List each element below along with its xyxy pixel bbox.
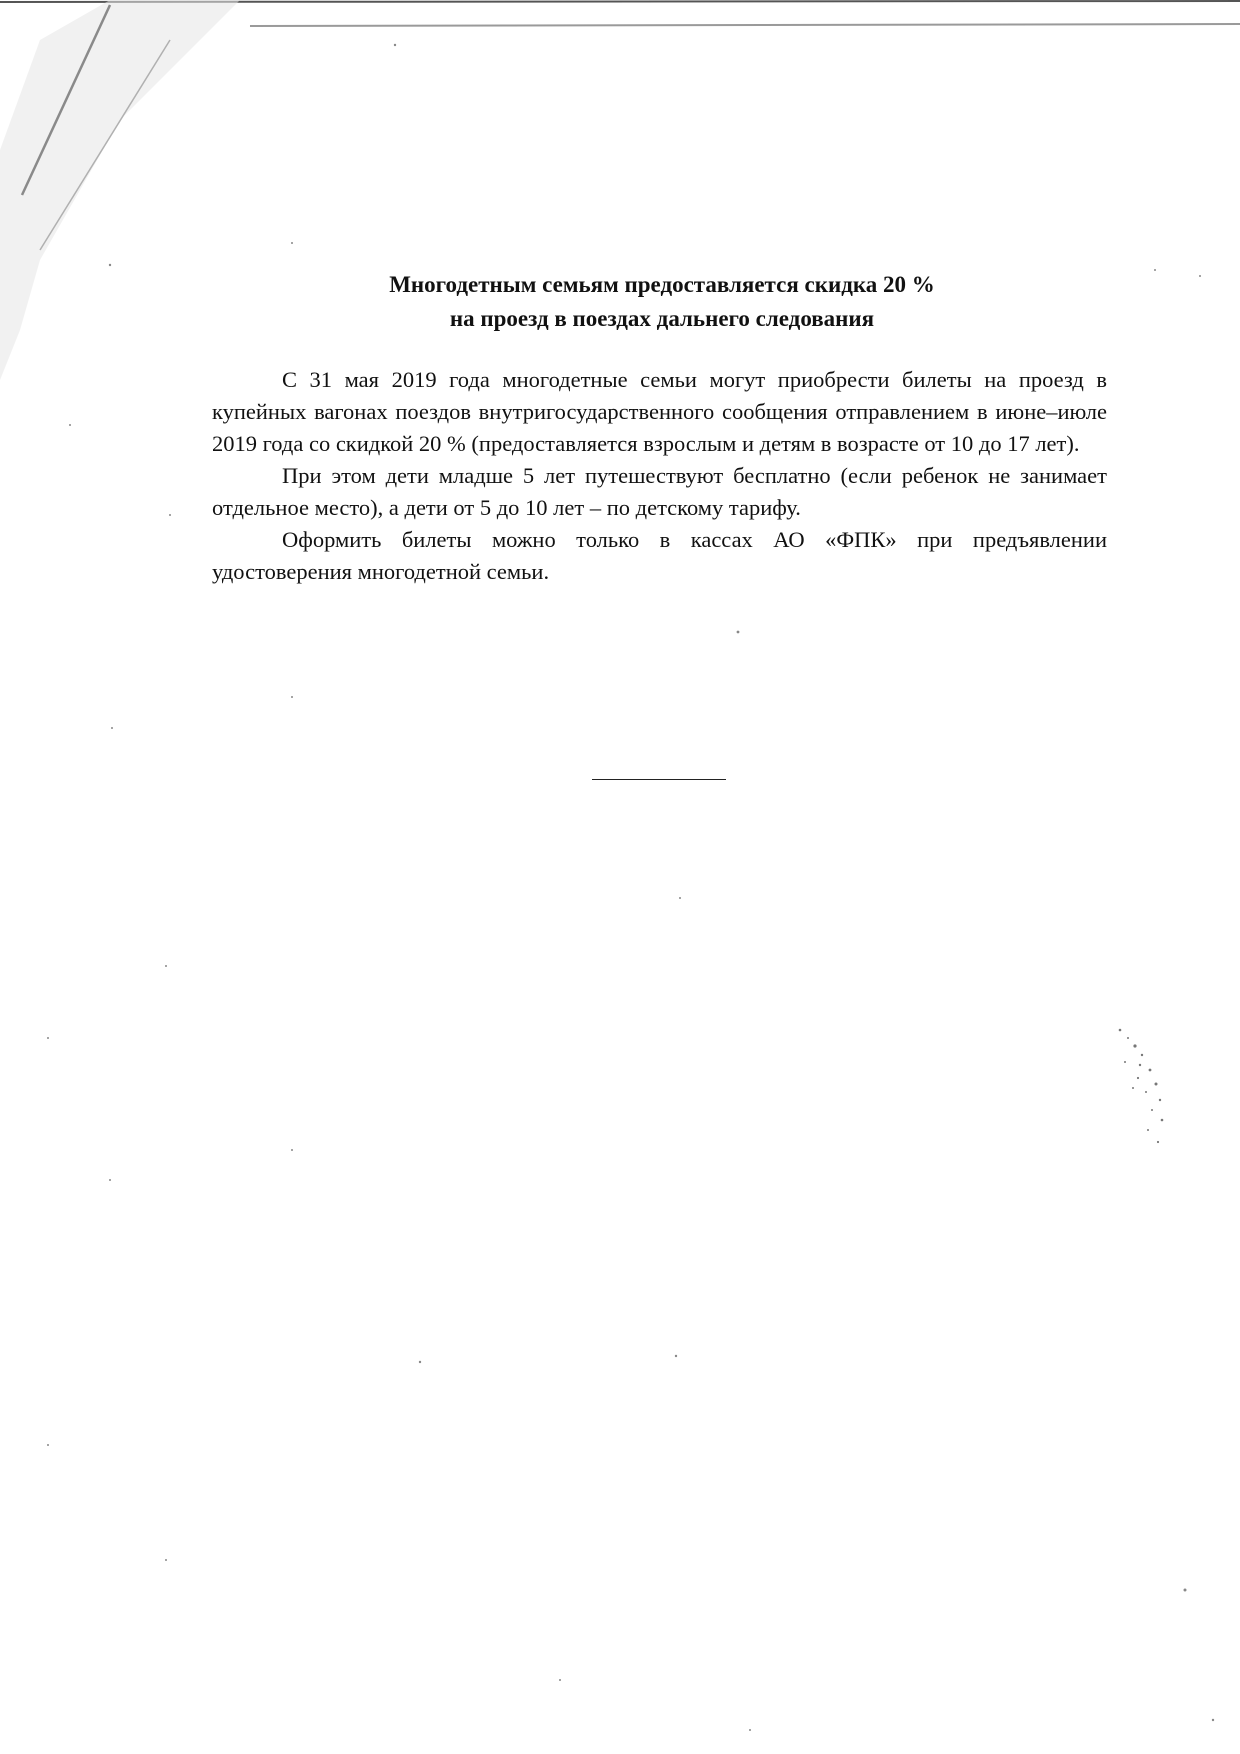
document-title bbox=[212, 268, 1112, 336]
document-body bbox=[212, 364, 1107, 588]
title-line-1: Многодетным семьям предоставляется скидка 20 % bbox=[389, 272, 935, 297]
scan-top-edge bbox=[250, 24, 1240, 26]
title-line-2: на проезд в поездах дальнего следования bbox=[449, 306, 875, 331]
paragraph-discount-terms: С 31 мая 2019 года многодетные семьи могут приобрести билеты на проезд в купейных вагонах поездов внутригосударственного сообщения отправлением в июне–июле 2019 года со скидкой 20 % (предоставляется взрослым и детям в возрасте от 10 до 17 лет). bbox=[212, 367, 1107, 456]
end-separator-line bbox=[592, 779, 726, 780]
paragraph-ticket-purchase: Оформить билеты можно только в кассах АО «ФПК» при предъявлении удостоверения многодетной семьи. bbox=[212, 527, 1107, 584]
paragraph-children-fares: При этом дети младше 5 лет путешествуют бесплатно (если ребенок не занимает отдельное место), а дети от 5 до 10 лет – по детскому тарифу. bbox=[212, 463, 1107, 520]
scan-speckles-right bbox=[1119, 1029, 1164, 1143]
scan-left-shadow bbox=[0, 0, 240, 380]
